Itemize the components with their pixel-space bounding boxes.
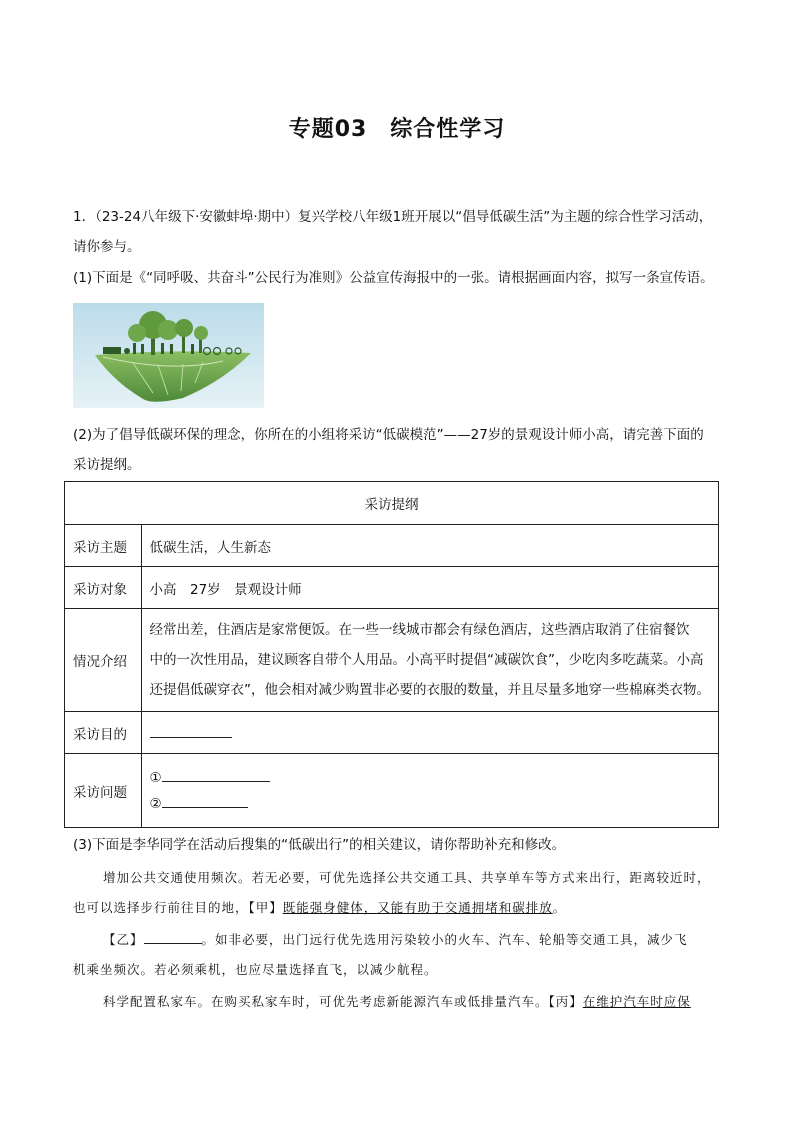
table-header-row xyxy=(65,482,719,525)
row-label: 采访问题 xyxy=(65,754,142,828)
question-1-part2-line1: (2)为了倡导低碳环保的理念，你所在的小组将采访“低碳模范”——27岁的景观设计师小高，请完善下面的 xyxy=(73,427,704,443)
row-value xyxy=(141,609,719,712)
passage-text: 科学配置私家车。在购买私家车时，可优先考虑新能源汽车或低排量汽车。【丙】 xyxy=(103,994,583,1009)
passage-text: 也可以选择步行前往目的地，【甲】 xyxy=(73,900,283,915)
poster-illustration xyxy=(73,303,264,408)
passage-text: 【乙】 xyxy=(103,932,144,947)
row-value: 小高 27岁 景观设计师 xyxy=(141,567,719,609)
passage-text: 。如非必要，出门远行优先选用污染较小的火车、汽车、轮船等交通工具，减少飞 xyxy=(201,932,688,947)
answer-blank[interactable] xyxy=(150,723,232,738)
answer-blank-yi[interactable] xyxy=(144,929,202,944)
question-1-part1: (1)下面是《“同呼吸、共奋斗”公民行为准则》公益宣传海报中的一张。请根据画面内容，拟写一条宣传语。 xyxy=(73,270,714,286)
page-title: 专题03 综合性学习 xyxy=(288,117,506,142)
question-1-part2-line2: 采访提纲。 xyxy=(73,457,141,473)
question-1-part3-intro: (3)下面是李华同学在活动后搜集的“低碳出行”的相关建议，请你帮助补充和修改。 xyxy=(73,837,566,853)
interview-outline-table xyxy=(64,481,719,828)
situation-line: 还提倡低碳穿衣”，他会相对减少购置非必要的衣服的数量，并且尽量多地穿一些棉麻类衣物。 xyxy=(149,682,710,698)
row-label: 情况介绍 xyxy=(65,609,142,712)
underlined-sentence-bing: 在维护汽车时应保 xyxy=(582,994,691,1009)
passage-p3-line1 xyxy=(103,991,691,1013)
row-label: 采访主题 xyxy=(65,525,142,567)
passage-p1-line1: 增加公共交通使用频次。若无必要，可优先选择公共交通工具、共享单车等方式来出行，距离较近时， xyxy=(103,870,711,885)
row-value: 低碳生活，人生新态 xyxy=(141,525,719,567)
question-blank-1 xyxy=(150,765,711,791)
table-row xyxy=(65,525,719,567)
poster-image xyxy=(73,303,264,408)
circled-number: ② xyxy=(149,795,162,812)
circled-number: ① xyxy=(149,769,162,786)
row-value xyxy=(141,754,719,828)
passage-p1-line2 xyxy=(73,897,566,919)
situation-line: 经常出差，住酒店是家常便饭。在一些一线城市都会有绿色酒店，这些酒店取消了住宿餐饮 xyxy=(149,622,690,638)
row-value xyxy=(141,712,719,754)
table-header: 采访提纲 xyxy=(65,482,719,525)
question-blank-2 xyxy=(150,791,711,817)
table-row xyxy=(65,609,719,712)
situation-line: 中的一次性用品，建议顾客自带个人用品。小高平时提倡“减碳饮食”，少吃肉多吃蔬菜。小高 xyxy=(149,652,704,668)
question-1-intro-line1: 1．（23-24八年级下·安徽蚌埠·期中）复兴学校八年级1班开展以“倡导低碳生活”为主题的综合性学习活动， xyxy=(73,209,713,225)
row-label: 采访对象 xyxy=(65,567,142,609)
answer-blank[interactable] xyxy=(162,793,248,808)
passage-text: 。 xyxy=(552,900,567,915)
table-row xyxy=(65,567,719,609)
table-row xyxy=(65,712,719,754)
row-label: 采访目的 xyxy=(65,712,142,754)
underlined-sentence-jia: 既能强身健体，又能有助于交通拥堵和碳排放 xyxy=(282,900,553,915)
question-1-intro-line2: 请你参与。 xyxy=(73,239,141,255)
passage-p2-line2: 机乘坐频次。若必须乘机，也应尽量选择直飞，以减少航程。 xyxy=(73,962,438,977)
passage-p2-line1 xyxy=(103,929,688,951)
table-row xyxy=(65,754,719,828)
answer-blank[interactable] xyxy=(162,767,270,782)
